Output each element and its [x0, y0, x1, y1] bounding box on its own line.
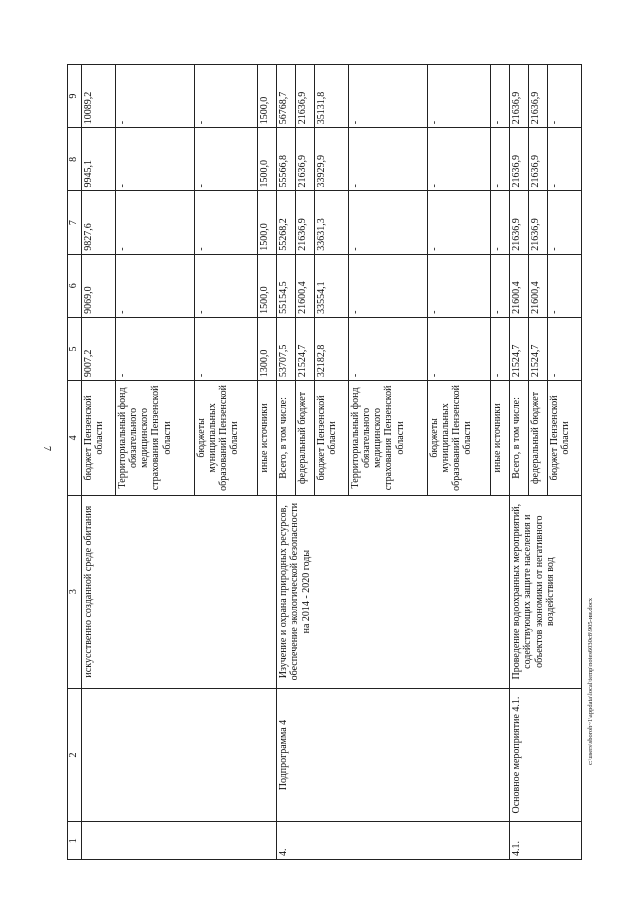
- column-header: 8: [68, 128, 82, 191]
- year-value-cell: -: [548, 65, 582, 128]
- year-value-cell: 21524,7: [529, 317, 548, 380]
- year-value-cell: 21636,9: [296, 191, 315, 254]
- year-value-cell: 21636,9: [529, 65, 548, 128]
- year-value-cell: 21636,9: [296, 128, 315, 191]
- year-value-cell: 9827,6: [82, 191, 116, 254]
- year-value-cell: -: [194, 65, 258, 128]
- year-value-cell: 56768,7: [277, 65, 296, 128]
- year-value-cell: 1500,0: [258, 128, 277, 191]
- program-name-cell: Основное мероприятие 4.1.: [510, 688, 582, 822]
- year-value-cell: -: [491, 317, 510, 380]
- year-value-cell: 21636,9: [510, 128, 529, 191]
- year-value-cell: -: [115, 254, 194, 317]
- year-value-cell: -: [194, 191, 258, 254]
- funding-source-cell: федеральный бюджет: [296, 381, 315, 496]
- year-value-cell: 9069,0: [82, 254, 116, 317]
- year-value-cell: -: [115, 317, 194, 380]
- row-number-cell: 4.: [277, 822, 510, 860]
- year-value-cell: 55566,8: [277, 128, 296, 191]
- year-value-cell: -: [491, 65, 510, 128]
- table-row: [82, 65, 116, 860]
- year-value-cell: -: [115, 191, 194, 254]
- year-value-cell: -: [427, 191, 491, 254]
- year-value-cell: -: [427, 128, 491, 191]
- page-number: 7: [41, 446, 52, 451]
- column-header: 3: [68, 495, 82, 688]
- year-value-cell: 1500,0: [258, 65, 277, 128]
- program-name-cell: Подпрограмма 4: [277, 688, 510, 822]
- year-value-cell: 55154,5: [277, 254, 296, 317]
- year-value-cell: 21600,4: [529, 254, 548, 317]
- year-value-cell: -: [348, 191, 427, 254]
- year-value-cell: -: [548, 254, 582, 317]
- year-value-cell: 33631,3: [315, 191, 349, 254]
- year-value-cell: -: [194, 254, 258, 317]
- column-header: 1: [68, 822, 82, 860]
- funding-source-cell: бюджеты муниципальных образований Пензенской области: [194, 381, 258, 496]
- year-value-cell: -: [348, 128, 427, 191]
- year-value-cell: -: [348, 65, 427, 128]
- column-number-row: [68, 65, 82, 860]
- year-value-cell: -: [491, 191, 510, 254]
- year-value-cell: 21636,9: [296, 65, 315, 128]
- funding-source-cell: бюджет Пензенской области: [82, 381, 116, 496]
- year-value-cell: 1500,0: [258, 254, 277, 317]
- year-value-cell: 9007,2: [82, 317, 116, 380]
- year-value-cell: -: [491, 128, 510, 191]
- row-number-cell: 4.1.: [510, 822, 582, 860]
- description-cell: Проведение водоохранных мероприятий, содействующих защите населения и объектов экономики от негативного воздействия вод: [510, 495, 582, 688]
- funding-source-cell: бюджеты муниципальных образований Пензенской области: [427, 381, 491, 496]
- year-value-cell: 21636,9: [529, 191, 548, 254]
- year-value-cell: 21524,7: [510, 317, 529, 380]
- funding-source-cell: Территориальный фонд обязательного медицинского страхования Пензенской области: [115, 381, 194, 496]
- program-name-cell: [82, 688, 277, 822]
- year-value-cell: 10089,2: [82, 65, 116, 128]
- year-value-cell: 21600,4: [510, 254, 529, 317]
- year-value-cell: 53707,5: [277, 317, 296, 380]
- funding-source-cell: бюджет Пензенской области: [315, 381, 349, 496]
- year-value-cell: 21636,9: [510, 191, 529, 254]
- year-value-cell: 21600,4: [296, 254, 315, 317]
- table-row: [277, 65, 296, 860]
- year-value-cell: 35131,8: [315, 65, 349, 128]
- year-value-cell: 21524,7: [296, 317, 315, 380]
- funding-source-cell: Всего, в том числе:: [510, 381, 529, 496]
- year-value-cell: -: [348, 254, 427, 317]
- year-value-cell: 55268,2: [277, 191, 296, 254]
- column-header: 5: [68, 317, 82, 380]
- year-value-cell: 32182,8: [315, 317, 349, 380]
- year-value-cell: 33929,9: [315, 128, 349, 191]
- year-value-cell: 1300,0: [258, 317, 277, 380]
- year-value-cell: 33554,1: [315, 254, 349, 317]
- funding-source-cell: Всего, в том числе:: [277, 381, 296, 496]
- financing-table: [67, 64, 582, 860]
- year-value-cell: -: [427, 254, 491, 317]
- year-value-cell: 1500,0: [258, 191, 277, 254]
- year-value-cell: -: [427, 65, 491, 128]
- funding-source-cell: Территориальный фонд обязательного медицинского страхования Пензенской области: [348, 381, 427, 496]
- funding-source-cell: иные источники: [491, 381, 510, 496]
- year-value-cell: -: [548, 128, 582, 191]
- year-value-cell: 21636,9: [529, 128, 548, 191]
- year-value-cell: 21636,9: [510, 65, 529, 128]
- column-header: 2: [68, 688, 82, 822]
- funding-source-cell: федеральный бюджет: [529, 381, 548, 496]
- year-value-cell: -: [427, 317, 491, 380]
- year-value-cell: -: [491, 254, 510, 317]
- document-file-path: c:\users\sboroh~1\appdata\local\temp\notes6030c8\905-ии.docx: [587, 598, 594, 765]
- column-header: 9: [68, 65, 82, 128]
- year-value-cell: -: [115, 128, 194, 191]
- funding-source-cell: иные источники: [258, 381, 277, 496]
- year-value-cell: -: [548, 317, 582, 380]
- year-value-cell: -: [548, 191, 582, 254]
- column-header: 6: [68, 254, 82, 317]
- column-header: 7: [68, 191, 82, 254]
- description-cell: Изучение и охрана природных ресурсов, обеспечение экологической безопасности на 2014 - 2020 годы: [277, 495, 510, 688]
- year-value-cell: -: [348, 317, 427, 380]
- year-value-cell: -: [115, 65, 194, 128]
- row-number-cell: [82, 822, 277, 860]
- year-value-cell: 9945,1: [82, 128, 116, 191]
- year-value-cell: -: [194, 317, 258, 380]
- funding-source-cell: бюджет Пензенской области: [548, 381, 582, 496]
- table-row: [510, 65, 529, 860]
- table-container: [67, 64, 582, 860]
- description-cell: искусственно созданной среде обитания: [82, 495, 277, 688]
- column-header: 4: [68, 381, 82, 496]
- year-value-cell: -: [194, 128, 258, 191]
